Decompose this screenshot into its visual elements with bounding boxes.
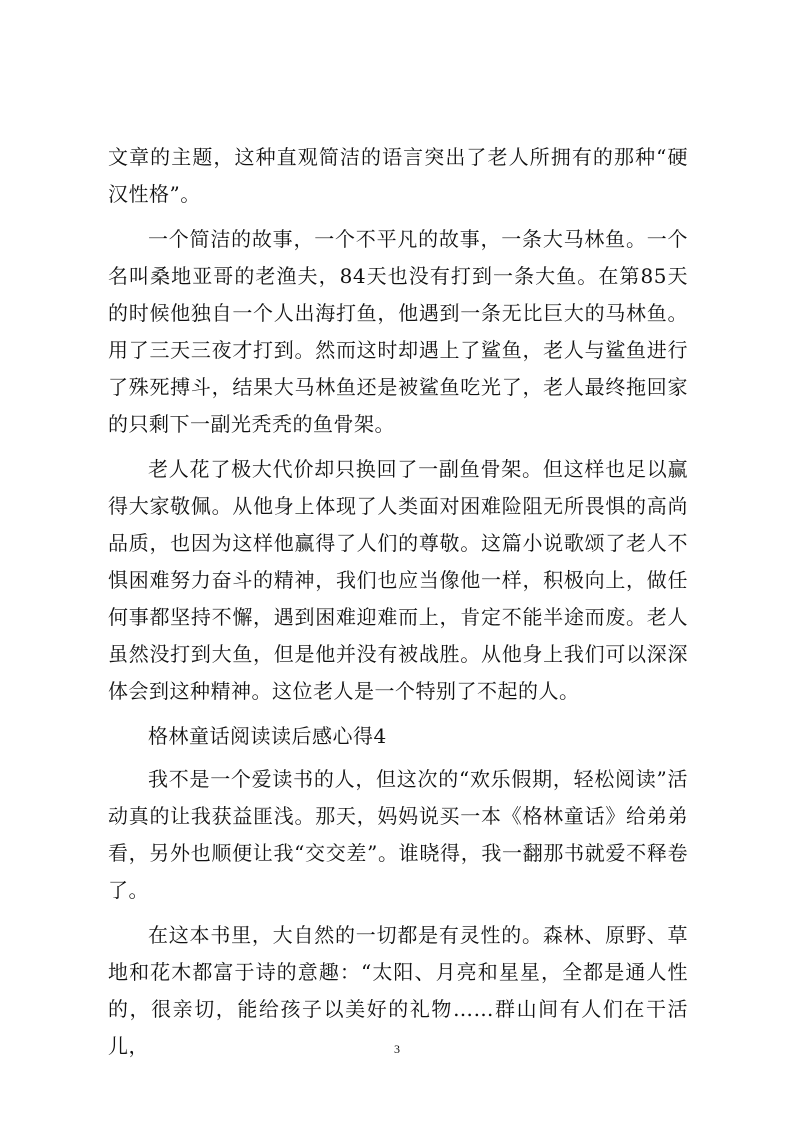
paragraph-grimm-intro: 我不是一个爱读书的人，但这次的“欢乐假期，轻松阅读”活动真的让我获益匪浅。那天，妈妈说买一本《格林童话》给弟弟看，另外也顺便让我“交交差”。谁晓得，我一翻那书就爱不释卷了。 [108, 767, 688, 902]
paragraph-continuation: 文章的主题，这种直观简洁的语言突出了老人所拥有的那种“硬汉性格”。 [108, 145, 688, 206]
paragraph-grimm-nature: 在这本书里，大自然的一切都是有灵性的。森林、原野、草地和花木都富于诗的意趣：“太阳、月亮和星星，全都是通人性的，很亲切，能给孩子以美好的礼物……群山间有人们在干活儿， [108, 923, 688, 1058]
document-body [108, 139, 688, 1073]
section-heading: 格林童话阅读读后感心得4 [148, 724, 387, 748]
paragraph-old-man-story: 一个简洁的故事，一个不平凡的故事，一条大马林鱼。一个名叫桑地亚哥的老渔夫，84天也没有打到一条大鱼。在第85天的时候他独自一个人出海打鱼，他遇到一条无比巨大的马林鱼。用了三天三夜才打到。然而这时却遇上了鲨鱼，老人与鲨鱼进行了殊死搏斗，结果大马林鱼还是被鲨鱼吃光了，老人最终拖回家的只剩下一副光秃秃的鱼骨架。 [108, 227, 688, 436]
page-number: 3 [394, 1042, 400, 1056]
paragraph-old-man-reflection: 老人花了极大代价却只换回了一副鱼骨架。但这样也足以赢得大家敬佩。从他身上体现了人类面对困难险阻无所畏惧的高尚品质，也因为这样他赢得了人们的尊敬。这篇小说歌颂了老人不惧困难努力奋斗的精神，我们也应当像他一样，积极向上，做任何事都坚持不懈，遇到困难迎难而上，肯定不能半途而废。老人虽然没打到大鱼，但是他并没有被战胜。从他身上我们可以深深体会到这种精神。这位老人是一个特别了不起的人。 [108, 457, 688, 703]
